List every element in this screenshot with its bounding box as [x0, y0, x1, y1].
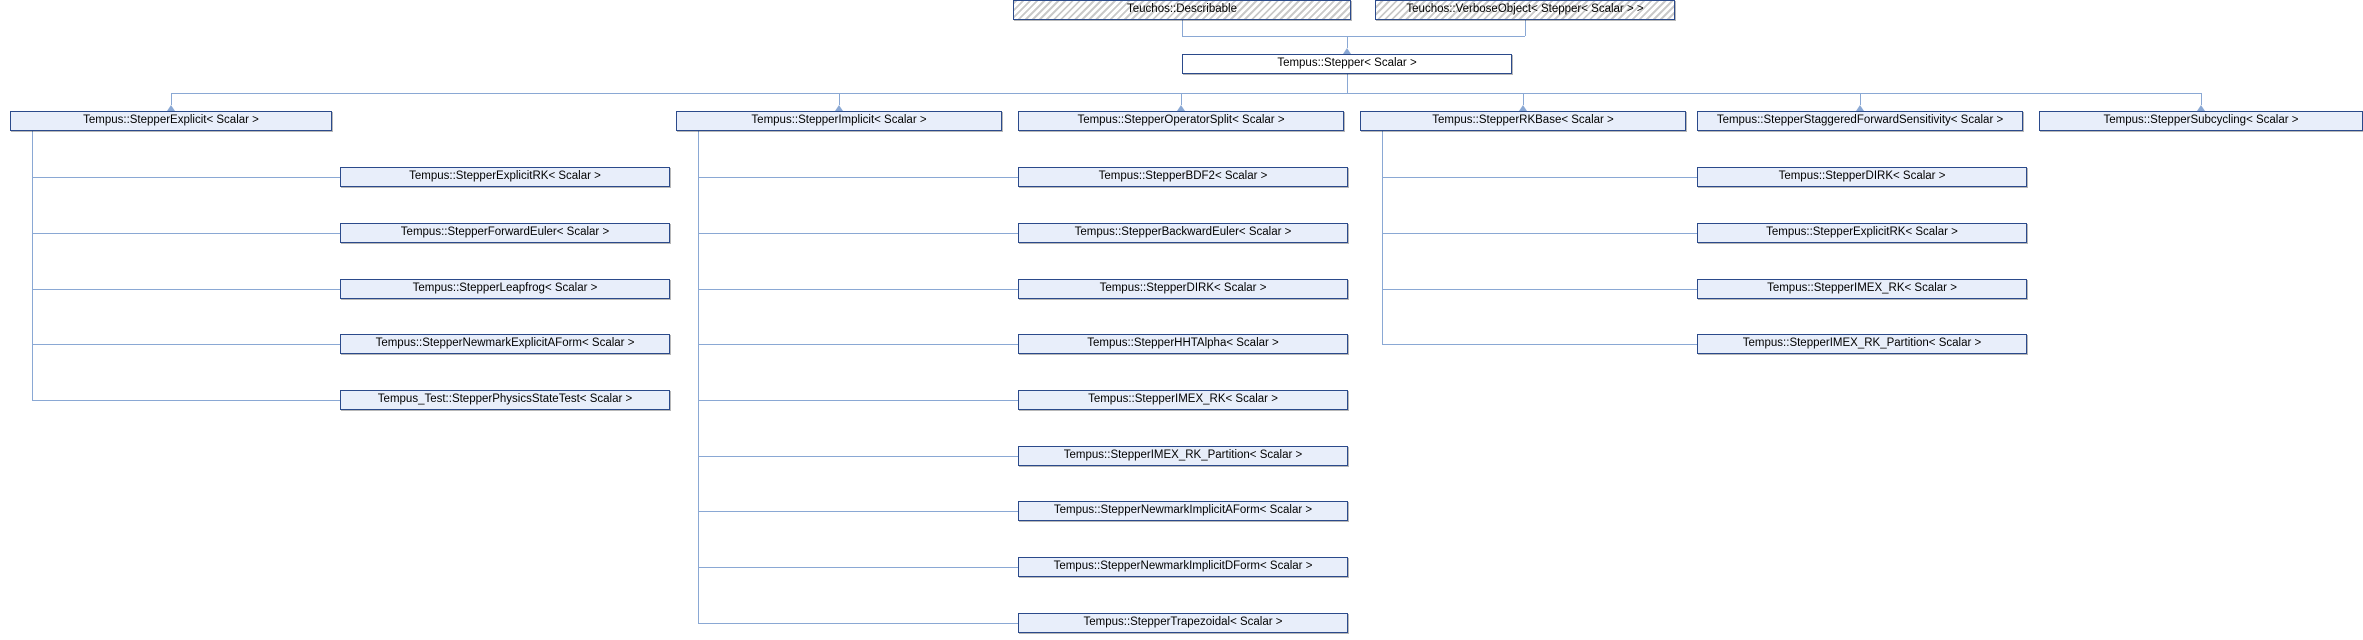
connector-line — [1181, 93, 1182, 105]
connector-line — [171, 93, 172, 105]
connector-line — [1382, 131, 1383, 344]
class-node[interactable] — [1018, 557, 1348, 577]
class-node[interactable] — [340, 223, 670, 243]
class-node-label: Tempus::StepperNewmarkImplicitDForm< Scalar > — [1053, 560, 1313, 573]
class-node[interactable] — [1018, 613, 1348, 633]
class-node-label: Tempus::StepperForwardEuler< Scalar > — [400, 226, 610, 239]
connector-line — [698, 623, 1018, 624]
connector-line — [1382, 289, 1697, 290]
connector-line — [1523, 93, 1524, 105]
class-node-label: Tempus::StepperDIRK< Scalar > — [1778, 170, 1946, 183]
class-node[interactable] — [1018, 111, 1344, 131]
connector-line — [698, 344, 1018, 345]
class-node-label: Tempus::StepperIMEX_RK< Scalar > — [1088, 393, 1278, 406]
connector-line — [698, 511, 1018, 512]
connector-line — [698, 400, 1018, 401]
class-node[interactable] — [1018, 446, 1348, 466]
class-node[interactable] — [676, 111, 1002, 131]
class-node[interactable] — [1375, 0, 1675, 20]
connector-line — [171, 93, 2201, 94]
class-node[interactable] — [340, 167, 670, 187]
class-node[interactable] — [1018, 279, 1348, 299]
class-node-label: Tempus::Stepper< Scalar > — [1277, 57, 1417, 70]
connector-line — [1860, 93, 1861, 105]
class-node-label: Tempus::StepperNewmarkImplicitAForm< Scalar > — [1053, 504, 1313, 517]
connector-line — [698, 177, 1018, 178]
connector-line — [1382, 344, 1697, 345]
class-node[interactable] — [1697, 167, 2027, 187]
class-node-label: Tempus::StepperNewmarkExplicitAForm< Scalar > — [375, 337, 635, 350]
connector-line — [32, 289, 340, 290]
class-node[interactable] — [1697, 279, 2027, 299]
connector-line — [32, 400, 340, 401]
class-node-label: Teuchos::Describable — [1127, 3, 1237, 16]
class-node-label: Tempus::StepperImplicit< Scalar > — [751, 114, 927, 127]
connector-line — [1347, 74, 1348, 93]
connector-line — [698, 131, 699, 623]
connector-line — [839, 93, 840, 105]
class-node[interactable] — [1697, 334, 2027, 354]
class-node[interactable] — [340, 279, 670, 299]
class-node[interactable] — [1018, 223, 1348, 243]
connector-line — [698, 289, 1018, 290]
class-node[interactable] — [1697, 223, 2027, 243]
class-node-label: Tempus::StepperBackwardEuler< Scalar > — [1074, 226, 1292, 239]
class-node-label: Tempus::StepperRKBase< Scalar > — [1432, 114, 1614, 127]
class-node-label: Tempus::StepperLeapfrog< Scalar > — [412, 282, 598, 295]
class-node-label: Tempus_Test::StepperPhysicsStateTest< Scalar > — [377, 393, 633, 406]
class-node-label: Tempus::StepperSubcycling< Scalar > — [2103, 114, 2299, 127]
connector-line — [698, 567, 1018, 568]
connector-line — [32, 344, 340, 345]
class-node[interactable] — [1182, 54, 1512, 74]
class-node-label: Tempus::StepperTrapezoidal< Scalar > — [1083, 616, 1283, 629]
class-node[interactable] — [1018, 390, 1348, 410]
connector-line — [1182, 36, 1525, 37]
class-node[interactable] — [1018, 501, 1348, 521]
class-node-label: Tempus::StepperDIRK< Scalar > — [1099, 282, 1267, 295]
connector-line — [1382, 177, 1697, 178]
class-node[interactable] — [340, 334, 670, 354]
class-node[interactable] — [1697, 111, 2023, 131]
class-node-label: Tempus::StepperIMEX_RK_Partition< Scalar > — [1063, 449, 1303, 462]
connector-line — [1182, 20, 1183, 36]
class-node-label: Tempus::StepperExplicit< Scalar > — [83, 114, 259, 127]
class-node-label: Tempus::StepperStaggeredForwardSensitivity< Scalar > — [1716, 114, 2004, 127]
class-node-label: Tempus::StepperIMEX_RK_Partition< Scalar > — [1742, 337, 1982, 350]
class-node[interactable] — [1018, 334, 1348, 354]
class-node[interactable] — [1013, 0, 1351, 20]
class-node-label: Tempus::StepperExplicitRK< Scalar > — [1766, 226, 1958, 239]
class-node-label: Tempus::StepperBDF2< Scalar > — [1098, 170, 1268, 183]
connector-line — [698, 456, 1018, 457]
class-node[interactable] — [340, 390, 670, 410]
connector-line — [2201, 93, 2202, 105]
class-node-label: Tempus::StepperHHTAlpha< Scalar > — [1087, 337, 1279, 350]
connector-line — [32, 131, 33, 400]
class-node-label: Tempus::StepperOperatorSplit< Scalar > — [1077, 114, 1285, 127]
connector-line — [1525, 20, 1526, 36]
connector-line — [1347, 36, 1348, 48]
connector-line — [32, 177, 340, 178]
class-node[interactable] — [1360, 111, 1686, 131]
connector-line — [698, 233, 1018, 234]
class-node-label: Tempus::StepperIMEX_RK< Scalar > — [1767, 282, 1957, 295]
connector-line — [32, 233, 340, 234]
class-node[interactable] — [2039, 111, 2363, 131]
class-node-label: Teuchos::VerboseObject< Stepper< Scalar > > — [1406, 3, 1644, 16]
class-node-label: Tempus::StepperExplicitRK< Scalar > — [409, 170, 601, 183]
class-node[interactable] — [1018, 167, 1348, 187]
class-node[interactable] — [10, 111, 332, 131]
connector-line — [1382, 233, 1697, 234]
